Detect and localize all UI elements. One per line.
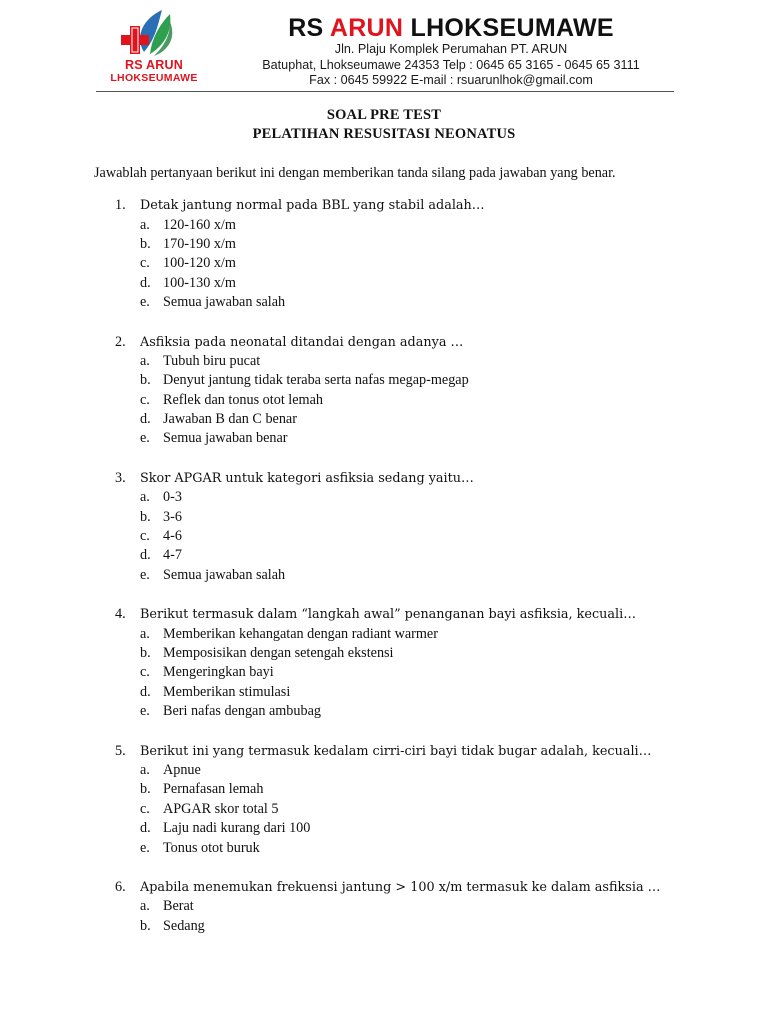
letterhead — [96, 6, 674, 86]
answer-option — [115, 819, 715, 838]
option-text: APGAR skor total 5 — [163, 800, 279, 817]
answer-option — [115, 702, 715, 721]
option-letter: e. — [140, 566, 150, 583]
answer-option — [115, 838, 715, 857]
cross-leaf-icon — [104, 6, 196, 58]
instruction-text: Jawablah pertanyaan berikut ini dengan memberikan tanda silang pada jawaban yang benar. — [94, 165, 616, 181]
option-letter: c. — [140, 255, 150, 272]
question-item — [115, 741, 715, 857]
answer-option — [115, 293, 715, 312]
hospital-contact: Batuphat, Lhokseumawe 24353 Telp : 0645 65 3165 - 0645 65 3111 — [262, 57, 640, 72]
answer-option — [115, 917, 715, 936]
option-text: 120-160 x/m — [163, 216, 236, 233]
answer-option — [115, 897, 715, 916]
answer-option — [115, 644, 715, 663]
option-text: Reflek dan tonus otot lemah — [163, 391, 323, 408]
hospital-logo — [104, 6, 196, 86]
option-letter: c. — [140, 664, 150, 681]
question-header — [115, 332, 715, 351]
option-text: Laju nadi kurang dari 100 — [163, 820, 311, 837]
question-text: Berikut termasuk dalam “langkah awal” penanganan bayi asfiksia, kecuali… — [140, 607, 637, 623]
hospital-address: Jln. Plaju Komplek Perumahan PT. ARUN — [334, 42, 568, 56]
option-letter: a. — [140, 761, 150, 778]
hospital-name — [228, 14, 674, 42]
logo-name: RS ARUN — [125, 58, 183, 72]
option-text: Semua jawaban salah — [163, 294, 286, 311]
answer-option — [115, 371, 715, 390]
question-header — [115, 878, 715, 897]
answer-option — [115, 410, 715, 429]
question-item — [115, 605, 715, 721]
document-subtitle: PELATIHAN RESUSITASI NEONATUS — [252, 126, 516, 142]
question-text: Detak jantung normal pada BBL yang stabil adalah… — [140, 198, 485, 214]
question-header — [115, 741, 715, 760]
option-text: Tubuh biru pucat — [163, 352, 261, 369]
answer-option — [115, 391, 715, 410]
question-number: 4. — [115, 606, 126, 623]
option-letter: e. — [140, 430, 150, 447]
answer-option — [115, 235, 715, 254]
answer-option — [115, 780, 715, 799]
question-number: 2. — [115, 333, 126, 350]
answer-option — [115, 566, 715, 585]
question-text: Skor APGAR untuk kategori asfiksia sedang yaitu… — [140, 470, 474, 486]
option-text: Semua jawaban benar — [163, 430, 288, 447]
question-item — [115, 332, 715, 448]
option-letter: e. — [140, 294, 150, 311]
option-letter: e. — [140, 839, 150, 856]
question-item — [115, 469, 715, 585]
answer-option — [115, 507, 715, 526]
question-number: 3. — [115, 469, 126, 486]
answer-option — [115, 215, 715, 234]
option-text: Beri nafas dengan ambubag — [163, 703, 321, 720]
option-letter: c. — [140, 800, 150, 817]
answer-option — [115, 254, 715, 273]
option-letter: d. — [140, 820, 151, 837]
answer-option — [115, 683, 715, 702]
answer-option — [115, 761, 715, 780]
option-text: Memposisikan dengan setengah ekstensi — [163, 645, 394, 661]
option-text: Pernafasan lemah — [163, 781, 264, 798]
option-text: 100-120 x/m — [163, 255, 236, 272]
option-letter: b. — [140, 372, 151, 389]
option-letter: b. — [140, 645, 151, 661]
hospital-name-highlight: ARUN — [329, 14, 404, 42]
answer-option — [115, 546, 715, 565]
question-header — [115, 196, 715, 215]
option-letter: a. — [140, 489, 150, 506]
option-letter: b. — [140, 781, 151, 798]
option-text: Apnue — [163, 761, 201, 778]
answer-option — [115, 429, 715, 448]
question-header — [115, 469, 715, 488]
option-letter: d. — [140, 683, 151, 700]
option-text: 0-3 — [163, 489, 182, 506]
answer-option — [115, 800, 715, 819]
question-text: Apabila menemukan frekuensi jantung > 100 x/m termasuk ke dalam asfiksia … — [140, 879, 661, 895]
hospital-info — [228, 14, 674, 89]
question-number: 6. — [115, 878, 126, 895]
question-list — [115, 196, 715, 956]
answer-option — [115, 624, 715, 643]
document-title: SOAL PRE TEST — [326, 107, 442, 123]
option-text: Denyut jantung tidak teraba serta nafas megap-megap — [163, 372, 469, 389]
option-text: Berat — [163, 898, 194, 915]
option-text: Tonus otot buruk — [163, 839, 260, 856]
hospital-name-suffix: LHOKSEUMAWE — [403, 14, 614, 42]
option-text: Semua jawaban salah — [163, 566, 286, 583]
option-letter: b. — [140, 917, 151, 934]
option-letter: d. — [140, 547, 151, 564]
hospital-fax-email: Fax : 0645 59922 E-mail : rsuarunlhok@gmail.com — [309, 73, 593, 87]
option-letter: a. — [140, 352, 150, 369]
option-letter: a. — [140, 898, 150, 915]
option-text: Sedang — [163, 917, 205, 934]
option-text: 170-190 x/m — [163, 235, 236, 252]
option-text: 3-6 — [163, 508, 182, 525]
option-letter: d. — [140, 274, 151, 291]
question-text: Berikut ini yang termasuk kedalam cirri-ciri bayi tidak bugar adalah, kecuali… — [140, 743, 652, 759]
question-number: 5. — [115, 742, 126, 759]
option-letter: b. — [140, 508, 151, 525]
question-header — [115, 605, 715, 624]
answer-option — [115, 274, 715, 293]
question-text: Asfiksia pada neonatal ditandai dengan adanya … — [140, 334, 464, 350]
option-letter: e. — [140, 703, 150, 720]
option-letter: c. — [140, 391, 150, 408]
option-letter: a. — [140, 625, 150, 642]
option-letter: c. — [140, 528, 150, 545]
answer-option — [115, 352, 715, 371]
option-text: Memberikan kehangatan dengan radiant warmer — [163, 625, 438, 642]
option-text: Jawaban B dan C benar — [163, 411, 297, 428]
option-letter: d. — [140, 411, 151, 428]
option-text: Memberikan stimulasi — [163, 683, 291, 700]
hospital-name-prefix: RS — [288, 14, 330, 42]
question-item — [115, 196, 715, 312]
answer-option — [115, 663, 715, 682]
option-text: 100-130 x/m — [163, 274, 236, 291]
logo-city: LHOKSEUMAWE — [110, 72, 198, 84]
option-text: 4-6 — [163, 528, 182, 545]
question-item — [115, 878, 715, 936]
header-divider — [96, 91, 674, 92]
option-text: 4-7 — [163, 547, 182, 564]
option-letter: b. — [140, 235, 151, 252]
option-letter: a. — [140, 216, 150, 233]
question-number: 1. — [115, 197, 126, 214]
answer-option — [115, 488, 715, 507]
answer-option — [115, 527, 715, 546]
option-text: Mengeringkan bayi — [163, 664, 274, 681]
